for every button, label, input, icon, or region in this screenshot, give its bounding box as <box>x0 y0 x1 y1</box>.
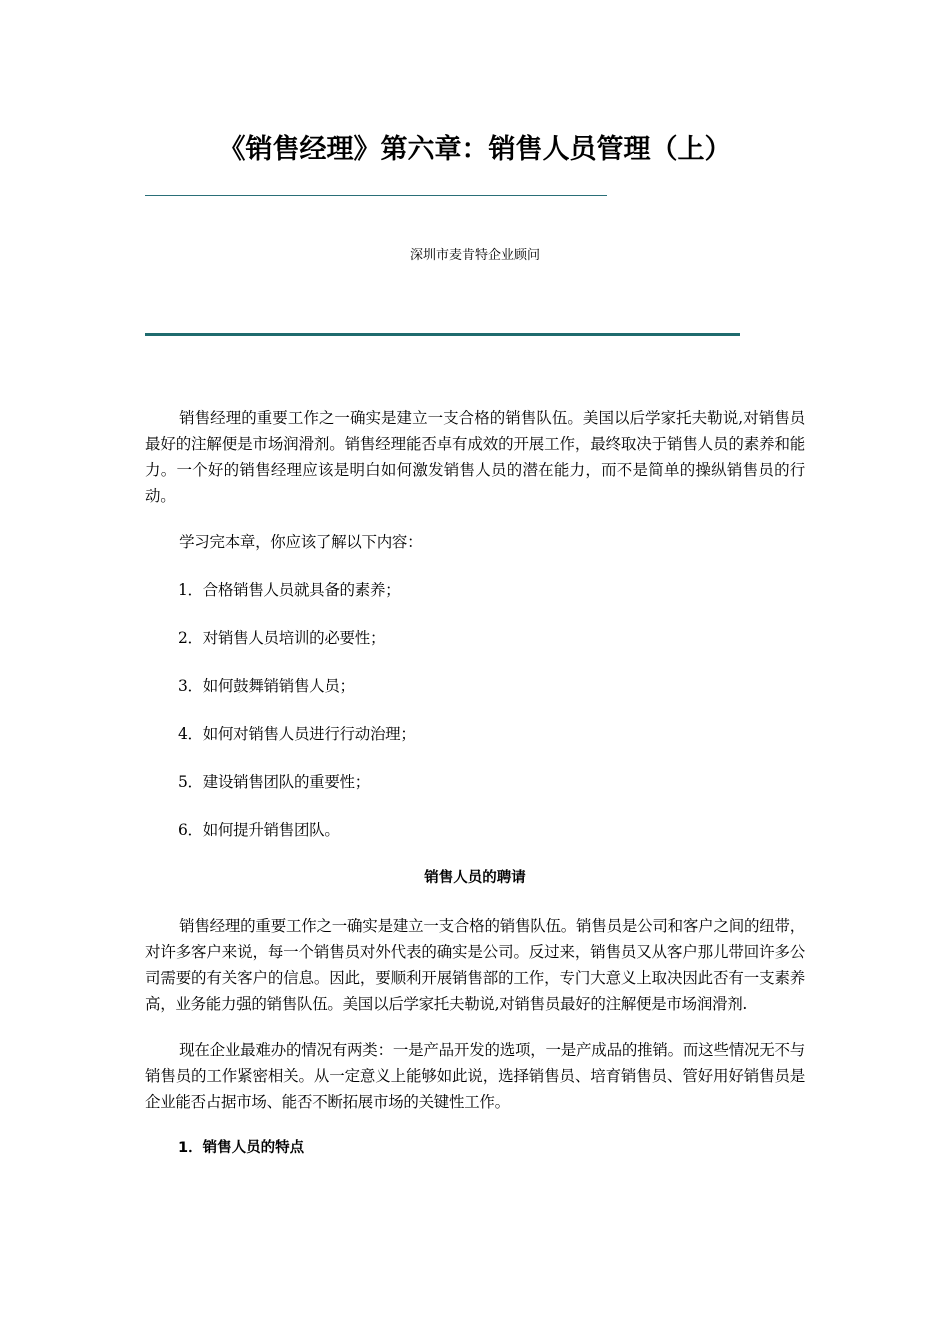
intro-paragraph: 销售经理的重要工作之一确实是建立一支合格的销售队伍。美国以后学家托夫勒说,对销售员最好的注解便是市场润滑剂。销售经理能否卓有成效的开展工作，最终取决于销售人员的素养和能力。一个好的销售经理应该是明白如何激发销售人员的潜在能力，而不是简单的操纵销售员的行动。 <box>145 409 805 505</box>
section-heading: 销售人员的聘请 <box>424 870 526 886</box>
title-divider <box>145 195 607 196</box>
objective-item: 4．如何对销售人员进行行动治理； <box>178 725 416 743</box>
objective-item: 2．对销售人员培训的必要性； <box>178 629 386 647</box>
objective-item: 6．如何提升销售团队。 <box>178 821 340 839</box>
learn-prompt: 学习完本章，你应该了解以下内容： <box>179 533 423 551</box>
objective-item: 3．如何鼓舞销销售人员； <box>178 677 355 695</box>
section-paragraph: 销售经理的重要工作之一确实是建立一支合格的销售队伍。销售员是公司和客户之间的纽带，对许多客户来说，每一个销售员对外代表的确实是公司。反过来，销售员又从客户那儿带回许多公司需要的有关客户的信息。因此，要顺利开展销售部的工作，专门大意义上取决因此否有一支素养高，业务能力强的销售队伍。美国以后学家托夫勒说,对销售员最好的注解便是市场润滑剂. <box>145 917 805 1013</box>
objective-item: 5．建设销售团队的重要性； <box>178 773 370 791</box>
author-line: 深圳市麦肯特企业顾问 <box>409 248 540 263</box>
sub-heading: 1．销售人员的特点 <box>178 1140 305 1156</box>
document-title: 《销售经理》第六章：销售人员管理（上） <box>218 134 732 165</box>
header-divider <box>145 333 740 336</box>
section-paragraph: 现在企业最难办的情况有两类：一是产品开发的选项，一是产成品的推销。而这些情况无不与销售员的工作紧密相关。从一定意义上能够如此说，选择销售员、培育销售员、管好用好销售员是企业能否占据市场、能否不断拓展市场的关键性工作。 <box>145 1041 805 1111</box>
document-body <box>145 405 805 1161</box>
objective-item: 1．合格销售人员就具备的素养； <box>178 581 401 599</box>
